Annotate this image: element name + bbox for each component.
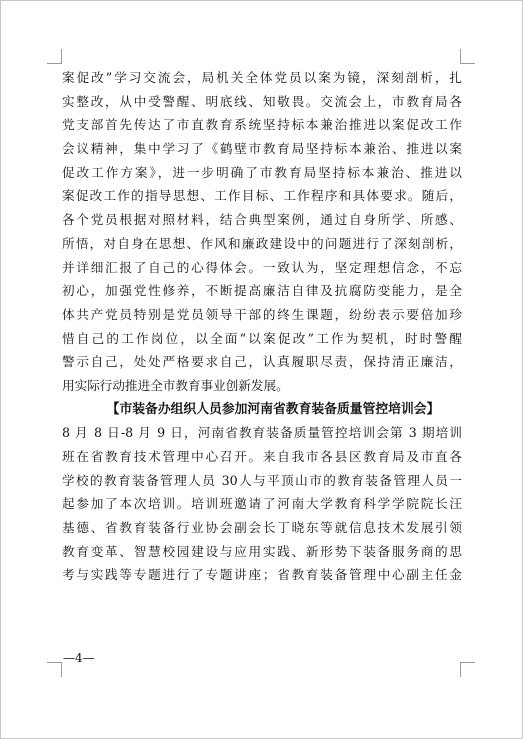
crop-mark-top-left bbox=[47, 49, 62, 64]
text-line: 会议精神，集中学习了《鹤壁市教育局坚持标本兼治、推进以案 bbox=[62, 141, 462, 157]
text-line: 考与实践等专题进行了专题讲座；省教育装备管理中心副主任金 bbox=[62, 567, 462, 583]
text-line: 惜自己的工作岗位，以全面“以案促改”工作为契机，时时警醒 bbox=[62, 330, 462, 346]
text-line: 体共产党员特别是党员领导干部的终生课题，纷纷表示要倍加珍 bbox=[62, 306, 462, 322]
paragraph-anti-corruption bbox=[62, 66, 462, 398]
text-line: 案促改”学习交流会，局机关全体党员以案为镜，深刻剖析，扎 bbox=[62, 70, 462, 85]
crop-mark-bottom-left bbox=[47, 662, 62, 677]
text-line: 警示自己，处处严格要求自己，认真履职尽责，保持清正廉洁， bbox=[62, 354, 462, 370]
text-line: 起参加了本次培训。培训班邀请了河南大学教育科学学院院长汪 bbox=[62, 496, 462, 512]
text-line: 党支部首先传达了市直教育系统坚持标本兼治推进以案促改工作 bbox=[62, 117, 462, 133]
text-line: 案促改工作的指导思想、工作目标、工作程序和具体要求。随后， bbox=[62, 188, 462, 204]
crop-mark-top-right bbox=[460, 49, 475, 64]
section-heading: 【市装备办组织人员参加河南省教育装备质量管控培训会】 bbox=[106, 401, 440, 417]
page-number: —4— bbox=[63, 651, 95, 665]
text-line: 学校的教育装备管理人员 30人与平顶山市的教育装备管理人员一 bbox=[62, 472, 462, 488]
text-line: 初心，加强党性修养，不断提高廉洁自律及抗腐防变能力，是全 bbox=[62, 283, 462, 299]
text-line: 用实际行动推进全市教育事业创新发展。 bbox=[62, 377, 289, 393]
crop-mark-bottom-right bbox=[460, 662, 475, 677]
text-line: 各个党员根据对照材料，结合典型案例，通过自身所学、所感、 bbox=[62, 212, 462, 228]
text-line: 教育变革、智慧校园建设与应用实践、新形势下装备服务商的思 bbox=[62, 543, 462, 559]
text-line: 实整改，从中受警醒、明底线、知敬畏。交流会上，市教育局各 bbox=[62, 93, 462, 109]
paragraph-equipment-training bbox=[62, 421, 462, 587]
text-line: 8 月 8 日-8 月 9 日，河南省教育装备质量管控培训会第 3 期培训 bbox=[62, 425, 462, 441]
document-body bbox=[62, 66, 462, 587]
text-line: 所悟，对自身在思想、作风和廉政建设中的问题进行了深刻剖析， bbox=[62, 235, 462, 251]
text-line: 基德、省教育装备行业协会副会长丁晓东等就信息技术发展引领 bbox=[62, 520, 462, 536]
text-line: 促改工作方案》，进一步明确了市教育局坚持标本兼治、推进以 bbox=[62, 164, 462, 180]
text-line: 班在省教育技术管理中心召开。来自我市各县区教育局及市直各 bbox=[62, 449, 462, 464]
text-line: 并详细汇报了自己的心得体会。一致认为，坚定理想信念，不忘 bbox=[62, 259, 462, 275]
